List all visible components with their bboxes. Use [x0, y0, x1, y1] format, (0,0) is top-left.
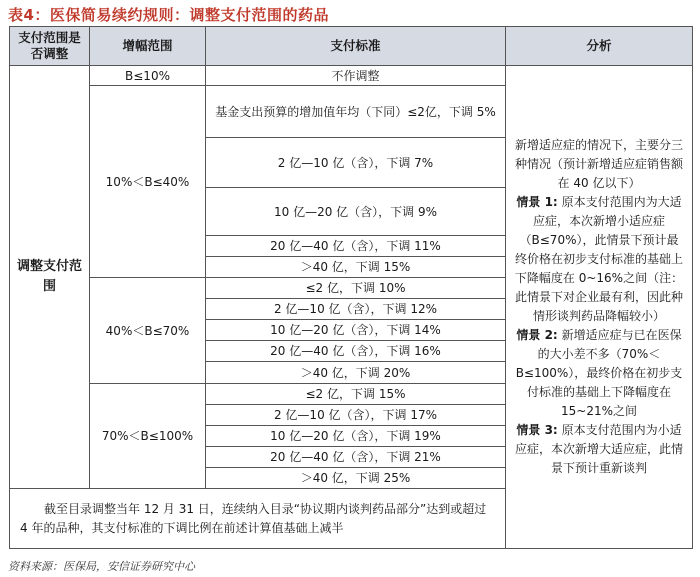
table-title: 表4：医保简易续约规则：调整支付范围的药品	[8, 6, 329, 24]
standard-cell: ＞40 亿，下调 15%	[206, 257, 506, 278]
scenario-1-label: 情景 1:	[516, 195, 558, 209]
standard-cell: 10 亿—20 亿（含），下调 19%	[206, 426, 506, 447]
table-row	[10, 66, 693, 86]
standard-cell: 2 亿—10 亿（含），下调 7%	[206, 138, 506, 188]
renewal-rules-table	[9, 26, 693, 549]
standard-cell: ＞40 亿，下调 25%	[206, 468, 506, 489]
standard-cell: 20 亿—40 亿（含），下调 11%	[206, 236, 506, 257]
range-cell: 70%＜B≤100%	[90, 384, 206, 489]
header-row	[10, 27, 693, 66]
standard-cell: 2 亿—10 亿（含），下调 12%	[206, 299, 506, 320]
scenario-3-text: 原本支付范围内为小适应症，本次新增大适应症，此情景下预计重新谈判	[514, 423, 683, 475]
standard-cell: 20 亿—40 亿（含），下调 16%	[206, 341, 506, 362]
source-note: 资料来源：医保局，安信证券研究中心	[8, 560, 195, 573]
analysis-intro: 新增适应症的情况下，主要分三种情况（预计新增适应症销售额在 40 亿以下）	[514, 138, 683, 190]
header-range: 增幅范围	[90, 27, 206, 66]
standard-cell: 10 亿—20 亿（含），下调 14%	[206, 320, 506, 341]
range-cell: 10%＜B≤40%	[90, 86, 206, 278]
standard-cell: 不作调整	[206, 66, 506, 86]
standard-cell: 10 亿—20 亿（含），下调 9%	[206, 188, 506, 236]
standard-cell: 20 亿—40 亿（含），下调 21%	[206, 447, 506, 468]
range-cell: B≤10%	[90, 66, 206, 86]
scenario-2-text: 新增适应症与已在医保的大小差不多（70%＜B≤100%），最终价格在初步支付标准的基础上下降幅度在 15~21%之间	[515, 328, 683, 418]
standard-cell: ≤2 亿，下调 10%	[206, 278, 506, 299]
scenario-2-label: 情景 2:	[516, 328, 558, 342]
scenario-3-label: 情景 3:	[516, 423, 558, 437]
scope-cell: 调整支付范围	[10, 66, 90, 489]
standard-cell: 2 亿—10 亿（含），下调 17%	[206, 405, 506, 426]
standard-cell: ≤2 亿，下调 15%	[206, 384, 506, 405]
range-cell: 40%＜B≤70%	[90, 278, 206, 384]
analysis-cell	[506, 66, 693, 549]
scenario-1-text: 原本支付范围内为大适应症，本次新增小适应症（B≤70%），此情景下预计最终价格在初步支付标准的基础上下降幅度在 0~16%之间（注：此情景下对企业最有利，因此种情形谈判药品降幅较小）	[514, 195, 684, 323]
standard-cell: 基金支出预算的增加值年均（下同）≤2亿，下调 5%	[206, 86, 506, 138]
header-scope: 支付范围是否调整	[10, 27, 90, 66]
standard-cell: ＞40 亿，下调 20%	[206, 362, 506, 384]
header-standard: 支付标准	[206, 27, 506, 66]
header-analysis: 分析	[506, 27, 693, 66]
footnote-cell: 截至目录调整当年 12 月 31 日，连续纳入目录“协议期内谈判药品部分”达到或超过 4 年的品种，其支付标准的下调比例在前述计算值基础上减半	[10, 489, 506, 549]
